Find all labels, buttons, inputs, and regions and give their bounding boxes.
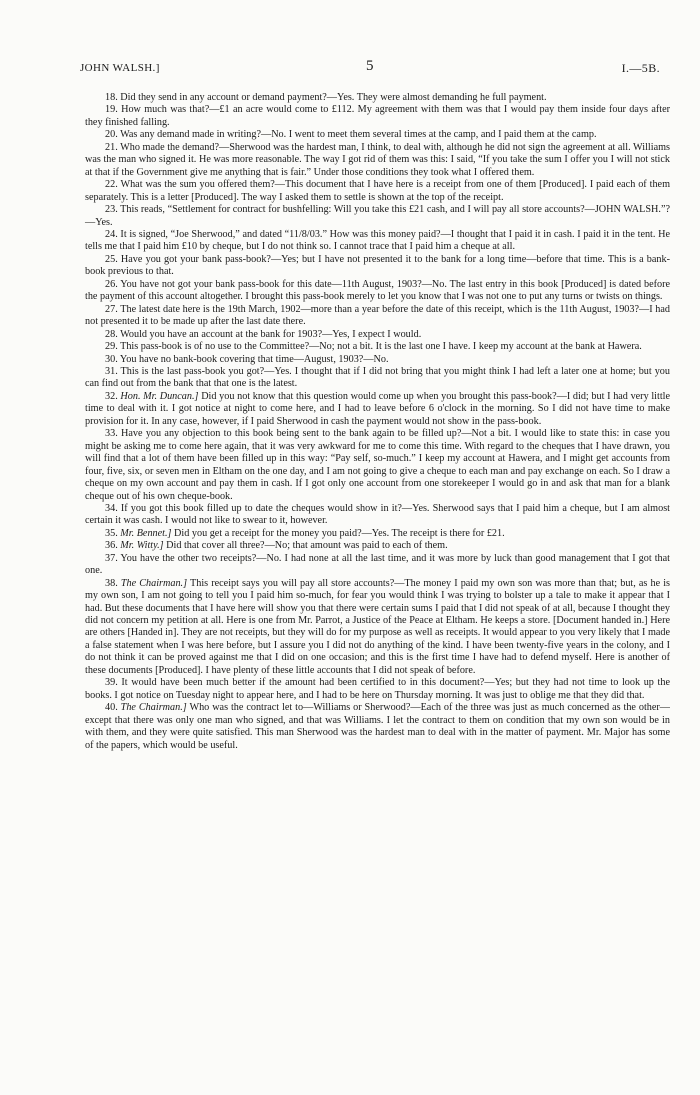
question-paragraph: 31. This is the last pass-book you got?—Yes. I thought that if I did not bring that you might think I had left a later one at home; but you can find out from the bank that that one is the latest. [85,365,670,390]
question-paragraph: 36. Mr. Witty.] Did that cover all three?—No; that amount was paid to each of them. [105,540,448,552]
testimony-body [85,92,670,752]
header-witness-name: JOHN WALSH.] [80,62,160,74]
question-paragraph: 32. Hon. Mr. Duncan.] Did you not know that this question would come up when you brought this pass-book?—I did; but I had very little time to deal with it. I got notice at night to come here, and I had to leave before 6 o'clock in the morning. So I did not have time to make provision for it. In any case, however, if I paid Sherwood in cash the payment would not show in the pass-book. [85,390,671,427]
speaker-label: The Chairman.] [120,577,188,589]
speaker-label: The Chairman.] [120,702,187,714]
speaker-label: Mr. Bennet.] [120,527,172,539]
question-paragraph: 30. You have no bank-book covering that time—August, 1903?—No. [105,353,389,365]
question-paragraph: 23. This reads, “Settlement for contract for bushfelling: Will you take this £21 cash, and I will pay all store accounts?—JOHN WALSH.”?—Yes. [85,204,670,228]
question-paragraph: 18. Did they send in any account or demand payment?—Yes. They were almost demanding he full payment. [105,92,547,103]
speaker-label: Hon. Mr. Duncan.] [120,390,199,402]
question-paragraph: 20. Was any demand made in writing?—No. I went to meet them several times at the camp, and I paid them at the camp. [105,129,597,141]
question-paragraph: 25. Have you got your bank pass-book?—Yes; but I have not presented it to the bank for a long time—before that time. This is a bank-book previous to that. [85,253,670,278]
question-paragraph: 28. Would you have an account at the bank for 1903?—Yes, I expect I would. [105,328,422,340]
question-paragraph: 33. Have you any objection to this book being sent to the bank again to be filled up?—Not a bit. I would like to state this: in case you might be asking me to come here again, that it was very awkward for me to come this time. With regard to the cheques that I have drawn, you will find that a lot of them have been filled up in this way: “Pay self, so-much.” I keep my account at Hawera, and I might get accounts from four, five, six, or seven men in Eltham on the one day, and I am not going to give a cheque to each man and pay exchange on each. So I draw a cheque on my own account and pay them in cash. If I got only one account from one storekeeper I would go in and ask that man for a blank cheque out of his own cheque-book. [85,428,670,502]
parliamentary-paper-code: I.—5B. [621,61,660,75]
question-paragraph: 29. This pass-book is of no use to the Committee?—No; not a bit. It is the last one I have. I keep my account at the bank at Hawera. [105,341,642,353]
question-paragraph: 21. Who made the demand?—Sherwood was the hardest man, I think, to deal with, although he did not sign the agreement at all. Williams was the man who signed it. He was more reasonable. The way I got rid of them was this: I said, “If you take the sum I offer you I will not stick at that if the Government give me anything that is fair.” Under those conditions they took what I offered them. [85,141,670,178]
page-number: 5 [366,58,374,74]
question-paragraph: 37. You have the other two receipts?—No. I had none at all the last time, and it was more by luck than good management that I got that one. [85,552,670,577]
question-paragraph: 24. It is signed, “Joe Sherwood,” and dated “11/8/03.” How was this money paid?—I thought that I paid it in cash. I paid it in the tent. He tells me that I paid him £10 by cheque, but I do not think so. I cannot trace that I paid him a cheque at all. [85,228,670,253]
question-paragraph: 38. The Chairman.] This receipt says you will pay all store accounts?—The money I paid my own son was more than that; but, as he is my own son, I am not going to tell you I paid him so-much, for fear you would think I was trying to bolster up a tale to make it appear that I had. But these documents that I have here will show you that there were certain sums I paid that I did not speak of at all, because I thought they did not concern my petition at all. Here is one from Mr. Parrot, a Justice of the Peace at Eltham. He keeps a store. [Document handed in.] Here are others [Handed in]. They are not receipts, but they will do for my purpose as well as receipts. It would appear to you very likely that I made a false statement when I was here before, but I assure you I did not do anything of the kind. I have been twenty-five years in the colony, and I do not think it can be proved against me that I did on one occasion; and this is the first time I have had to defend myself. Here is another of these documents [Produced]. I have plenty of these little accounts that I did not speak of before. [85,577,671,676]
question-paragraph: 19. How much was that?—£1 an acre would come to £112. My agreement with them was that I would pay them inside four days after they finished falling. [85,104,670,128]
question-paragraph: 35. Mr. Bennet.] Did you get a receipt for the money you paid?—Yes. The receipt is there for £21. [105,527,505,539]
question-paragraph: 22. What was the sum you offered them?—This document that I have here is a receipt from one of them [Produced]. I paid each of them separately. This is a letter [Produced]. The way I asked them to settle is shown at the top of the receipt. [85,179,670,203]
question-paragraph: 39. It would have been much better if the amount had been certified to in this document?—Yes; but they had not time to look up the books. I got notice on Tuesday night to appear here, and I had to be here on Thursday morning. It was just to oblige me that they did that. [85,677,670,701]
running-header [80,60,660,78]
question-paragraph: 34. If you got this book filled up to date the cheques would show in it?—Yes. Sherwood says that I paid him a cheque, but I am almost certain it was cash. I would not like to swear to it, however. [85,502,670,527]
question-paragraph: 26. You have not got your bank pass-book for this date—11th August, 1903?—No. The last entry in this book [Produced] is dated before the payment of this account altogether. I brought this pass-book merely to let you know that I was not one to put any turns or twists on things. [85,278,670,303]
question-paragraph: 40. The Chairman.] Who was the contract let to—Williams or Sherwood?—Each of the three was just as much concerned as the other—except that there was only one man who signed, and that was Williams. I let the contract to them on condition that my own son would be in with them, and they were quite satisfied. This man Sherwood was the hardest man to deal with in the matter of payment. Mr. Major has some of the papers, which would be useful. [85,702,670,751]
speaker-label: Mr. Witty.] [120,540,164,552]
question-paragraph: 27. The latest date here is the 19th March, 1902—more than a year before the date of this receipt, which is the 11th August, 1903?—I had not presented it to be made up after the last date there. [85,303,670,328]
